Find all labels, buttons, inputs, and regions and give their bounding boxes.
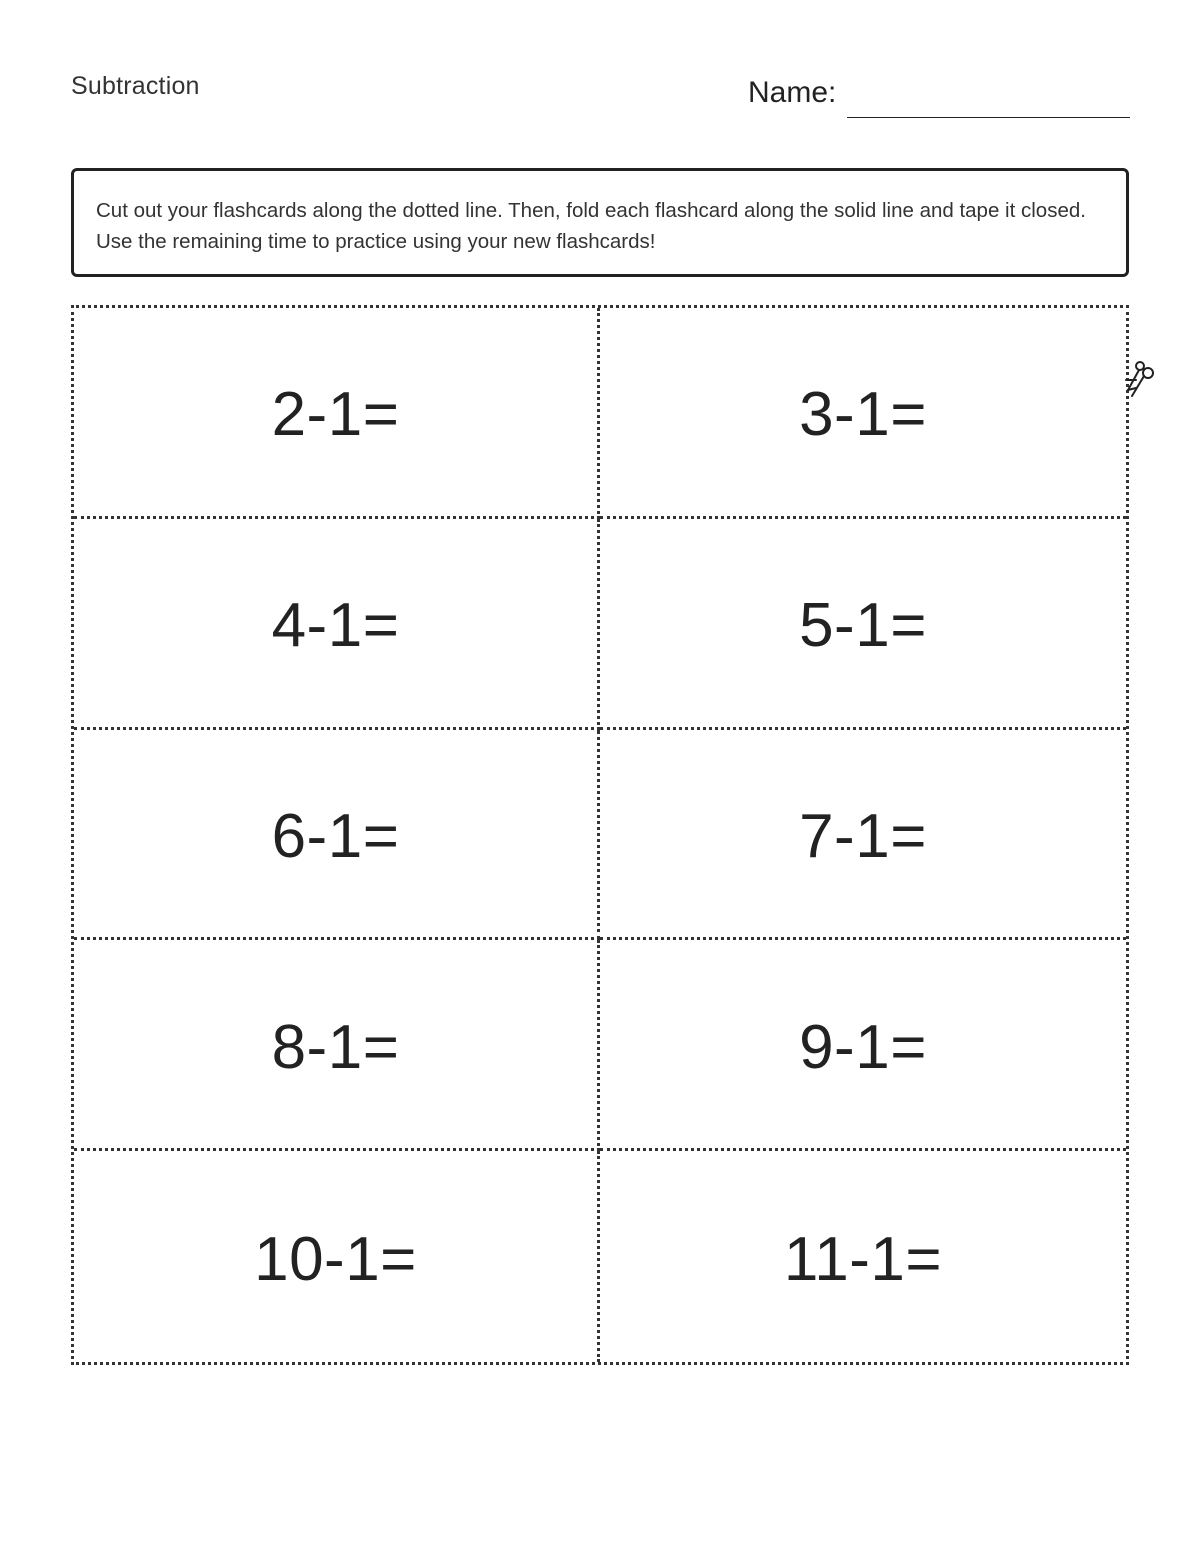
name-label: Name:: [748, 76, 837, 109]
flashcard[interactable]: [74, 730, 600, 941]
name-write-line[interactable]: [847, 117, 1130, 118]
flashcard-problem: 11-1=: [783, 1225, 943, 1295]
flashcard-problem: 6-1=: [271, 801, 400, 871]
flashcard[interactable]: [74, 308, 600, 519]
flashcard-problem: 8-1=: [271, 1012, 400, 1082]
flashcard-problem: 4-1=: [271, 591, 400, 661]
flashcard[interactable]: [600, 519, 1126, 730]
flashcard-problem: 7-1=: [799, 801, 927, 871]
flashcard[interactable]: [74, 1151, 600, 1362]
flashcard[interactable]: [74, 519, 600, 730]
flashcard-problem: 2-1=: [271, 380, 400, 450]
name-field-group: [748, 76, 1130, 120]
worksheet-subject: Subtraction: [71, 72, 200, 100]
flashcard-problem: 9-1=: [799, 1012, 927, 1082]
flashcard-problem: 10-1=: [254, 1225, 417, 1295]
instructions-text: Cut out your flashcards along the dotted line. Then, fold each flashcard along the solid line and tape it closed. Use the remaining time to practice using your new flashcards!: [96, 199, 1086, 253]
flashcard-problem: 3-1=: [799, 380, 927, 450]
flashcard[interactable]: [600, 1151, 1126, 1362]
scissors-icon: [1122, 360, 1158, 404]
flashcard-grid: [71, 305, 1129, 1365]
flashcard[interactable]: [600, 308, 1126, 519]
flashcard-problem: 5-1=: [799, 591, 927, 661]
instructions-box: [71, 168, 1129, 277]
flashcard[interactable]: [600, 730, 1126, 941]
flashcard[interactable]: [600, 940, 1126, 1151]
flashcard[interactable]: [74, 940, 600, 1151]
